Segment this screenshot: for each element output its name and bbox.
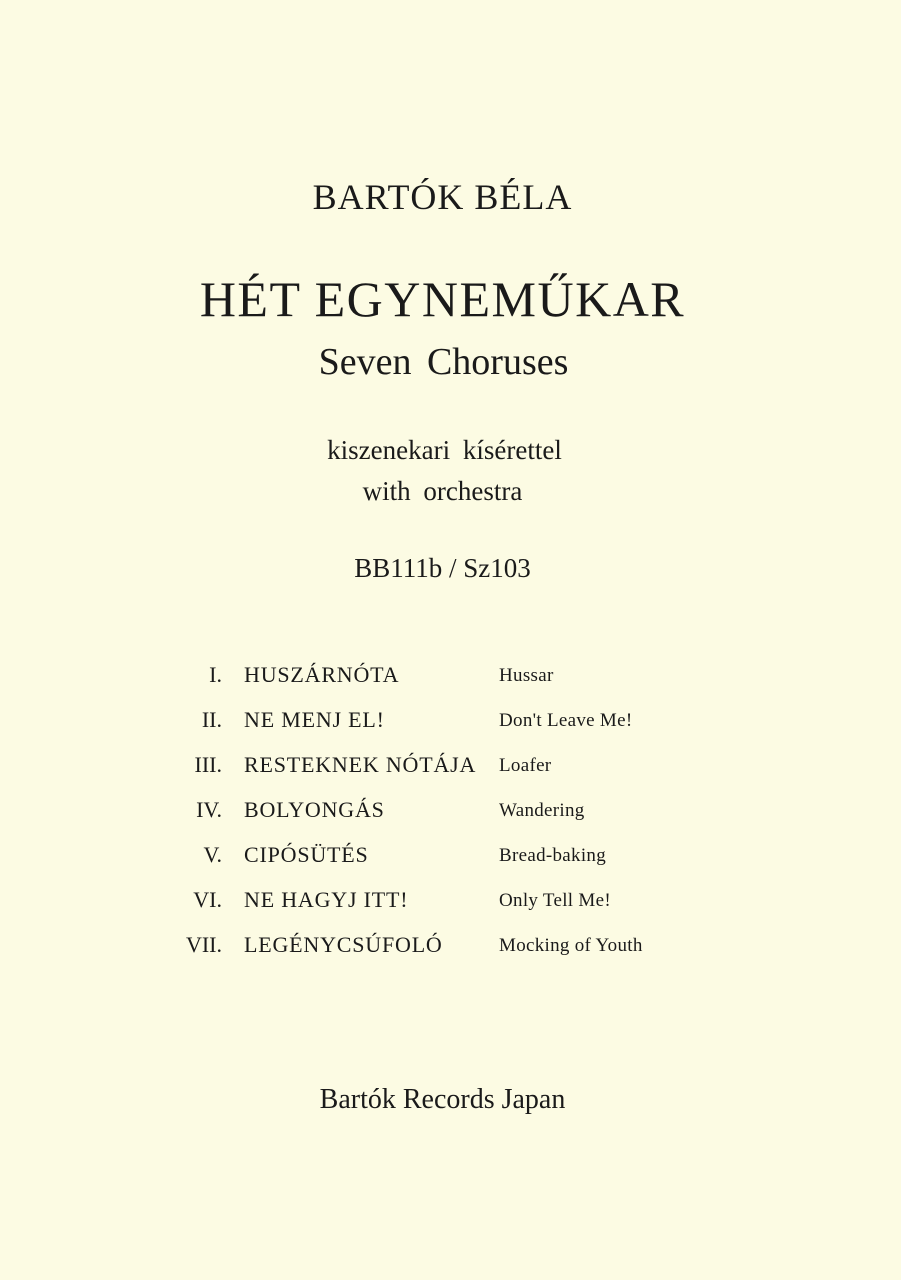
catalog-number: BB111b / Sz103: [354, 553, 531, 583]
contents-title-english: Wandering: [499, 800, 585, 821]
contents-item: [0, 662, 901, 707]
contents-title-hungarian: NE MENJ EL!: [244, 707, 385, 732]
contents-title-hungarian: RESTEKNEK NÓTÁJA: [244, 752, 477, 777]
contents-item: [0, 752, 901, 797]
contents-title-english: Mocking of Youth: [499, 935, 643, 956]
contents-item: [0, 707, 901, 752]
contents-numeral: II.: [201, 707, 222, 732]
contents-title-hungarian: CIPÓSÜTÉS: [244, 842, 369, 867]
contents-item: [0, 842, 901, 887]
contents-title-hungarian: HUSZÁRNÓTA: [244, 662, 400, 687]
publisher-name: Bartók Records Japan: [319, 1084, 566, 1115]
contents-title-english: Hussar: [499, 665, 554, 686]
contents-title-english: Loafer: [499, 755, 552, 776]
contents-numeral: I.: [209, 662, 222, 687]
subtitle-english: with orchestra: [362, 476, 523, 506]
contents-title-hungarian: BOLYONGÁS: [244, 797, 385, 822]
contents-title-hungarian: NE HAGYJ ITT!: [244, 887, 409, 912]
contents-list: [0, 662, 901, 982]
contents-item: [0, 797, 901, 842]
contents-title-hungarian: LEGÉNYCSÚFOLÓ: [244, 932, 443, 957]
title-hungarian: HÉT EGYNEMŰKAR: [199, 271, 686, 327]
contents-numeral: IV.: [196, 797, 222, 822]
contents-item: [0, 932, 901, 977]
title-english: Seven Choruses: [318, 341, 569, 383]
contents-title-english: Don't Leave Me!: [499, 710, 633, 731]
contents-title-english: Bread-baking: [499, 845, 607, 866]
contents-numeral: V.: [203, 842, 222, 867]
contents-numeral: III.: [194, 752, 222, 777]
contents-numeral: VII.: [185, 932, 222, 957]
composer-name: BARTÓK BÉLA: [312, 177, 573, 217]
subtitle-hungarian: kiszenekari kísérettel: [327, 435, 562, 465]
contents-title-english: Only Tell Me!: [499, 890, 611, 911]
contents-item: [0, 887, 901, 932]
contents-numeral: VI.: [193, 887, 222, 912]
